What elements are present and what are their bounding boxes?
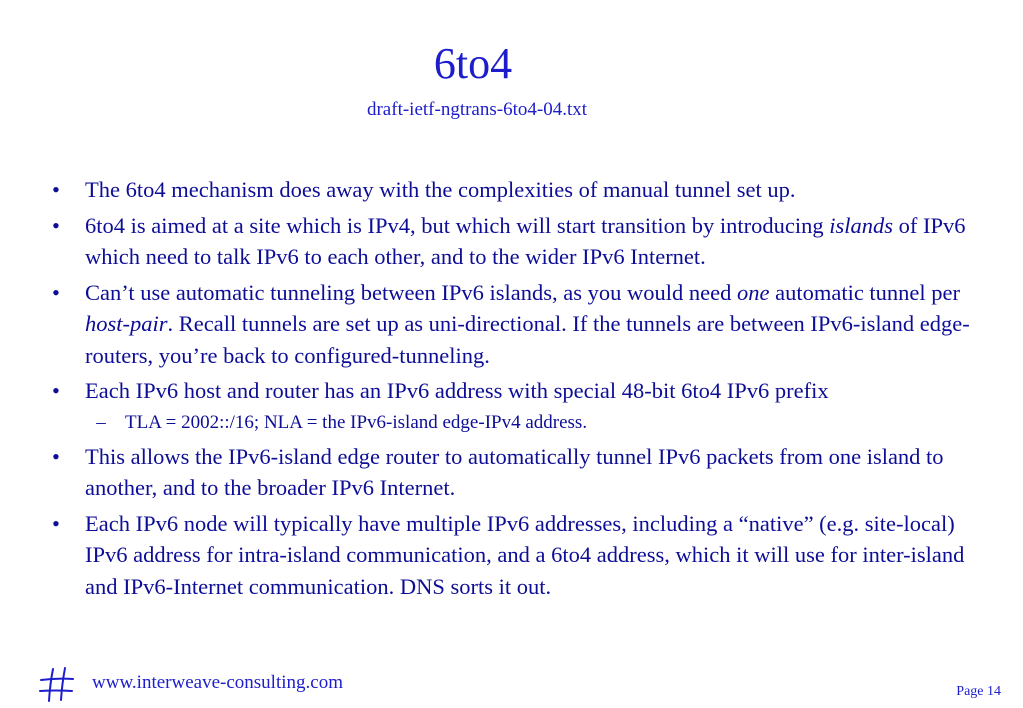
bullet-text: TLA = 2002::/16; NLA = the IPv6-island edge-IPv4 address. (125, 411, 588, 433)
dash-marker: – (96, 411, 106, 433)
slide-subtitle: draft-ietf-ngtrans-6to4-04.txt (366, 99, 587, 120)
bullet-marker: • (52, 378, 60, 403)
bullet-item (46, 441, 986, 504)
bullet-item (46, 277, 986, 372)
bullet-item (46, 375, 986, 407)
bullet-text: 6to4 is aimed at a site which is IPv4, but which will start transition by introducing (85, 212, 830, 238)
bullet-item (46, 210, 986, 273)
bullet-item (46, 174, 986, 206)
bullet-text: automatic tunnel per (769, 279, 961, 305)
emphasis-text: host-pair (85, 311, 168, 336)
hash-logo-icon (38, 666, 76, 704)
bullet-marker: • (52, 279, 60, 305)
sub-bullet-item (46, 410, 986, 436)
page-number: Page 14 (956, 684, 1001, 699)
bullet-text: Each IPv6 host and router has an IPv6 address with special 48-bit 6to4 IPv6 prefix (85, 378, 829, 403)
bullet-marker: • (52, 510, 60, 536)
bullet-text: The 6to4 mechanism does away with the complexities of manual tunnel set up. (85, 177, 796, 202)
bullet-item (46, 508, 986, 603)
emphasis-text: one (736, 279, 770, 305)
bullet-text: Each IPv6 node will typically have multiple IPv6 addresses, including a “native” (e.g. site-local) IPv6 address for intra-island communication, and a 6to4 address, which it will use for inter-island and IPv6-Internet communication. DNS sorts it out. (85, 510, 965, 599)
bullet-text: of IPv6 which need to talk IPv6 to each other, and to the wider IPv6 Internet. (85, 212, 966, 269)
bullet-marker: • (52, 177, 60, 202)
slide-title: 6to4 (433, 39, 513, 88)
bullet-text: Can’t use automatic tunneling between IPv6 islands, as you would need (85, 279, 737, 305)
bullet-text: . Recall tunnels are set up as uni-directional. If the tunnels are between IPv6-island edge-routers, you’re back to configured-tunneling. (85, 311, 970, 368)
footer-url-link[interactable]: www.interweave-consulting.com (92, 672, 343, 693)
emphasis-text: islands (829, 212, 894, 238)
bullet-marker: • (52, 212, 60, 238)
bullet-text: This allows the IPv6-island edge router to automatically tunnel IPv6 packets from one island to another, and to the broader IPv6 Internet. (85, 443, 944, 500)
bullet-list (46, 174, 986, 606)
bullet-marker: • (52, 443, 60, 469)
